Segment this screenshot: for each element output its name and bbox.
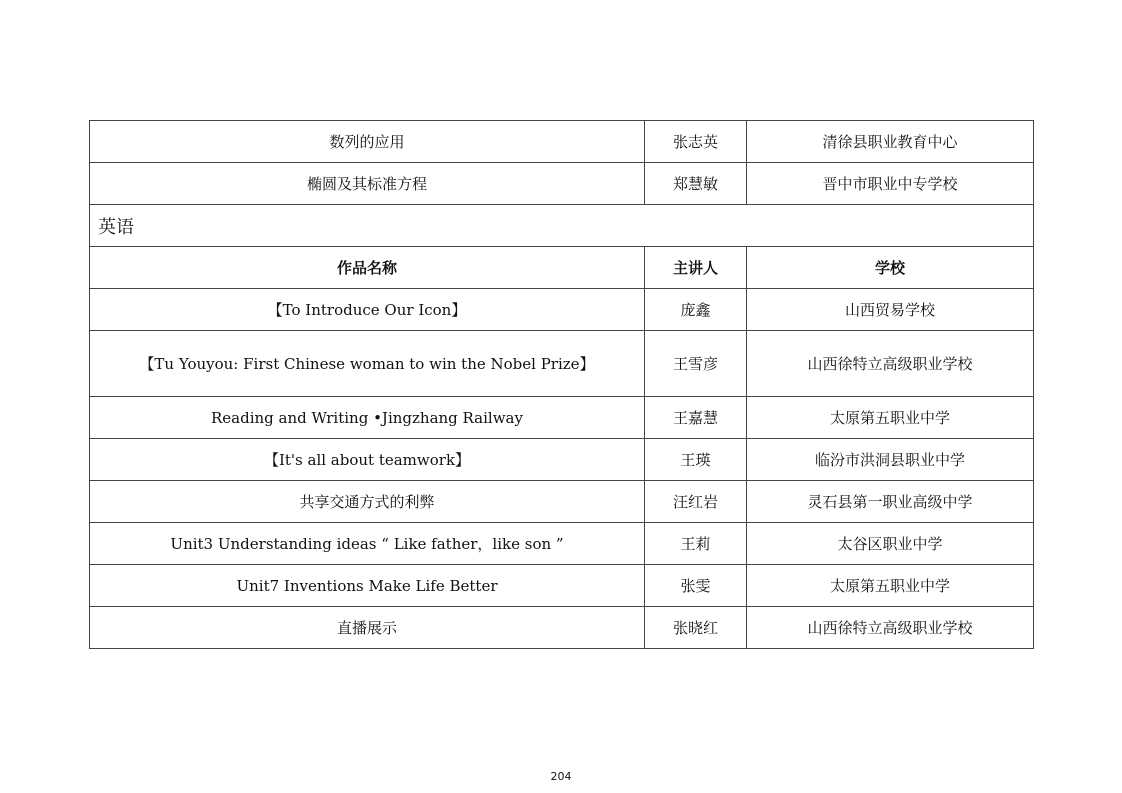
work-title-cell: 【Tu Youyou: First Chinese woman to win the Nobel Prize】 <box>90 331 645 397</box>
school-cell: 太原第五职业中学 <box>747 397 1034 439</box>
work-title-cell: 【It's all about teamwork】 <box>90 439 645 481</box>
school-cell: 清徐县职业教育中心 <box>747 121 1034 163</box>
presenter-cell: 张雯 <box>645 565 747 607</box>
table-row <box>90 121 1034 163</box>
work-title-cell: 椭圆及其标准方程 <box>90 163 645 205</box>
work-title-cell: Reading and Writing •Jingzhang Railway <box>90 397 645 439</box>
school-cell: 临汾市洪洞县职业中学 <box>747 439 1034 481</box>
school-cell: 山西徐特立高级职业学校 <box>747 607 1034 649</box>
header-presenter: 主讲人 <box>645 247 747 289</box>
presenter-cell: 王嘉慧 <box>645 397 747 439</box>
header-title: 作品名称 <box>90 247 645 289</box>
school-cell: 晋中市职业中专学校 <box>747 163 1034 205</box>
section-row <box>90 205 1034 247</box>
header-school: 学校 <box>747 247 1034 289</box>
header-row <box>90 247 1034 289</box>
page-number: 204 <box>550 770 572 783</box>
course-table <box>89 120 1034 649</box>
presenter-cell: 郑慧敏 <box>645 163 747 205</box>
work-title-cell: Unit7 Inventions Make Life Better <box>90 565 645 607</box>
presenter-cell: 王瑛 <box>645 439 747 481</box>
table-row <box>90 163 1034 205</box>
presenter-cell: 王莉 <box>645 523 747 565</box>
work-title-cell: Unit3 Understanding ideas “ Like father，like son ” <box>90 523 645 565</box>
table-row <box>90 331 1034 397</box>
presenter-cell: 张志英 <box>645 121 747 163</box>
presenter-cell: 张晓红 <box>645 607 747 649</box>
section-heading: 英语 <box>90 205 1034 247</box>
work-title-cell: 【To Introduce Our Icon】 <box>90 289 645 331</box>
table-row <box>90 397 1034 439</box>
table-row <box>90 481 1034 523</box>
school-cell: 山西徐特立高级职业学校 <box>747 331 1034 397</box>
presenter-cell: 汪红岩 <box>645 481 747 523</box>
presenter-cell: 庞鑫 <box>645 289 747 331</box>
work-title-cell: 数列的应用 <box>90 121 645 163</box>
presenter-cell: 王雪彦 <box>645 331 747 397</box>
table-row <box>90 565 1034 607</box>
table-row <box>90 523 1034 565</box>
table-row <box>90 289 1034 331</box>
table-row <box>90 439 1034 481</box>
work-title-cell: 共享交通方式的利弊 <box>90 481 645 523</box>
school-cell: 太原第五职业中学 <box>747 565 1034 607</box>
work-title-cell: 直播展示 <box>90 607 645 649</box>
table-row <box>90 607 1034 649</box>
school-cell: 太谷区职业中学 <box>747 523 1034 565</box>
school-cell: 山西贸易学校 <box>747 289 1034 331</box>
school-cell: 灵石县第一职业高级中学 <box>747 481 1034 523</box>
